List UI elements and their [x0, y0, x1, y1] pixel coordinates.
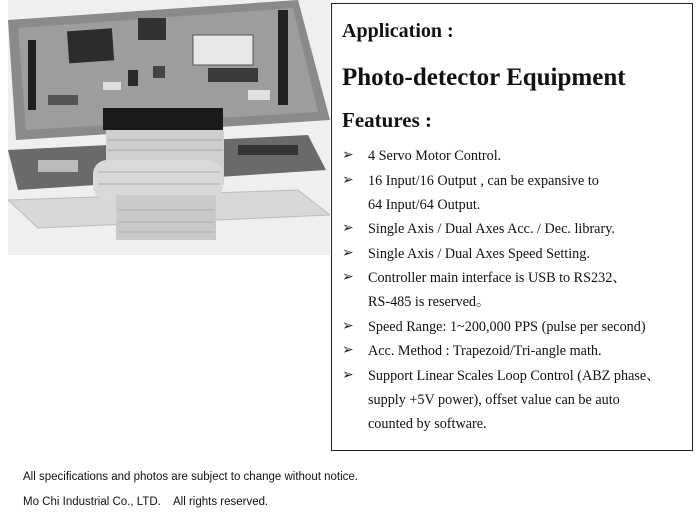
arrow-bullet-icon: ➢ [342, 148, 354, 163]
footer-notice: All specifications and photos are subject to change without notice. [23, 471, 358, 483]
arrow-bullet-icon: ➢ [342, 270, 354, 285]
feature-line: 64 Input/64 Output. [368, 196, 481, 213]
feature-item [342, 144, 687, 168]
arrow-bullet-icon: ➢ [342, 245, 354, 261]
feature-line: Support Linear Scales Loop Control (ABZ phase、 [368, 367, 661, 384]
application-heading: Application : [342, 20, 454, 42]
feature-item [342, 315, 687, 339]
feature-item [342, 266, 687, 314]
features-heading: Features : [342, 108, 432, 132]
feature-line: Acc. Method : Trapezoid/Tri-angle math. [368, 343, 602, 359]
footer-copyright: Mo Chi Industrial Co., LTD. All rights reserved. [23, 496, 269, 508]
features-list [342, 144, 687, 436]
feature-line: counted by software. [368, 415, 487, 432]
arrow-bullet-icon: ➢ [342, 221, 354, 236]
spec-box [331, 3, 693, 451]
feature-line: RS-485 is reserved。 [368, 294, 491, 310]
feature-item [342, 339, 687, 363]
pcb-board-photo [8, 0, 330, 255]
feature-line: 4 Servo Motor Control. [368, 148, 502, 164]
feature-line: Single Axis / Dual Axes Speed Setting. [368, 245, 590, 262]
arrow-bullet-icon: ➢ [342, 172, 354, 188]
product-photo [8, 0, 330, 255]
feature-item [342, 217, 687, 241]
feature-item [342, 364, 687, 436]
application-title: Photo-detector Equipment [342, 64, 626, 91]
feature-line: Speed Range: 1~200,000 PPS (pulse per second) [368, 318, 646, 335]
feature-line: Controller main interface is USB to RS232、 [368, 270, 627, 286]
feature-line: supply +5V power), offset value can be auto [368, 391, 620, 408]
feature-line: 16 Input/16 Output , can be expansive to [368, 172, 599, 189]
arrow-bullet-icon: ➢ [342, 318, 354, 334]
arrow-bullet-icon: ➢ [342, 343, 354, 358]
feature-item [342, 242, 687, 266]
feature-line: Single Axis / Dual Axes Acc. / Dec. library. [368, 221, 615, 237]
feature-item [342, 169, 687, 217]
arrow-bullet-icon: ➢ [342, 367, 354, 383]
